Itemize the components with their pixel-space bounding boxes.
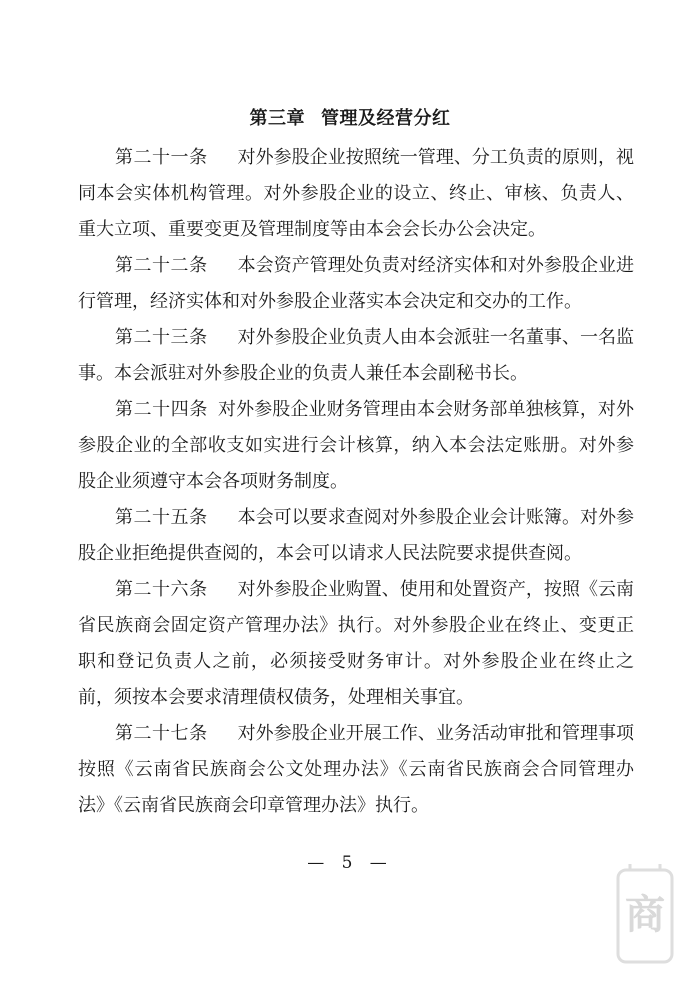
article-24 [78, 392, 634, 500]
article-26 [78, 572, 634, 716]
article-text: 本会可以要求查阅对外参股企业会计账簿。对外参股企业拒绝提供查阅的，本会可以请求人民法院要求提供查阅。 [78, 507, 634, 564]
svg-text:商: 商 [625, 892, 665, 938]
article-text: 本会资产管理处负责对经济实体和对外参股企业进行管理，经济实体和对外参股企业落实本会决定和交办的工作。 [78, 255, 634, 312]
article-number: 第二十一条 [115, 147, 208, 168]
article-text: 对外参股企业财务管理由本会财务部单独核算，对外参股企业的全部收支如实进行会计核算，纳入本会法定账册。对外参股企业须遵守本会各项财务制度。 [78, 399, 635, 492]
article-number: 第二十六条 [115, 579, 208, 600]
article-number: 第二十二条 [115, 255, 208, 276]
article-25 [78, 500, 634, 572]
article-text: 对外参股企业按照统一管理、分工负责的原则，视同本会实体机构管理。对外参股企业的设立、终止、审核、负责人、重大立项、重要变更及管理制度等由本会会长办公会决定。 [78, 147, 634, 240]
article-text: 对外参股企业负责人由本会派驻一名董事、一名监事。本会派驻对外参股企业的负责人兼任本会副秘书长。 [78, 327, 634, 384]
chapter-number: 第三章 [249, 108, 305, 129]
article-number: 第二十五条 [115, 507, 208, 528]
article-number: 第二十四条 [115, 399, 208, 420]
watermark-seal-icon [614, 862, 676, 968]
chapter-name: 管理及经营分红 [321, 108, 451, 129]
article-27 [78, 716, 634, 824]
page-number: — 5 — [307, 853, 393, 873]
article-21 [78, 140, 634, 248]
article-number: 第二十三条 [115, 327, 208, 348]
article-23 [78, 320, 634, 392]
article-number: 第二十七条 [115, 723, 208, 744]
chapter-title [0, 104, 700, 130]
article-text: 对外参股企业购置、使用和处置资产，按照《云南省民族商会固定资产管理办法》执行。对外参股企业在终止、变更正职和登记负责人之前，必须接受财务审计。对外参股企业在终止之前，须按本会要求清理债权债务，处理相关事宜。 [78, 579, 634, 708]
article-22 [78, 248, 634, 320]
article-text: 对外参股企业开展工作、业务活动审批和管理事项按照《云南省民族商会公文处理办法》《云南省民族商会合同管理办法》《云南省民族商会印章管理办法》执行。 [78, 723, 634, 816]
